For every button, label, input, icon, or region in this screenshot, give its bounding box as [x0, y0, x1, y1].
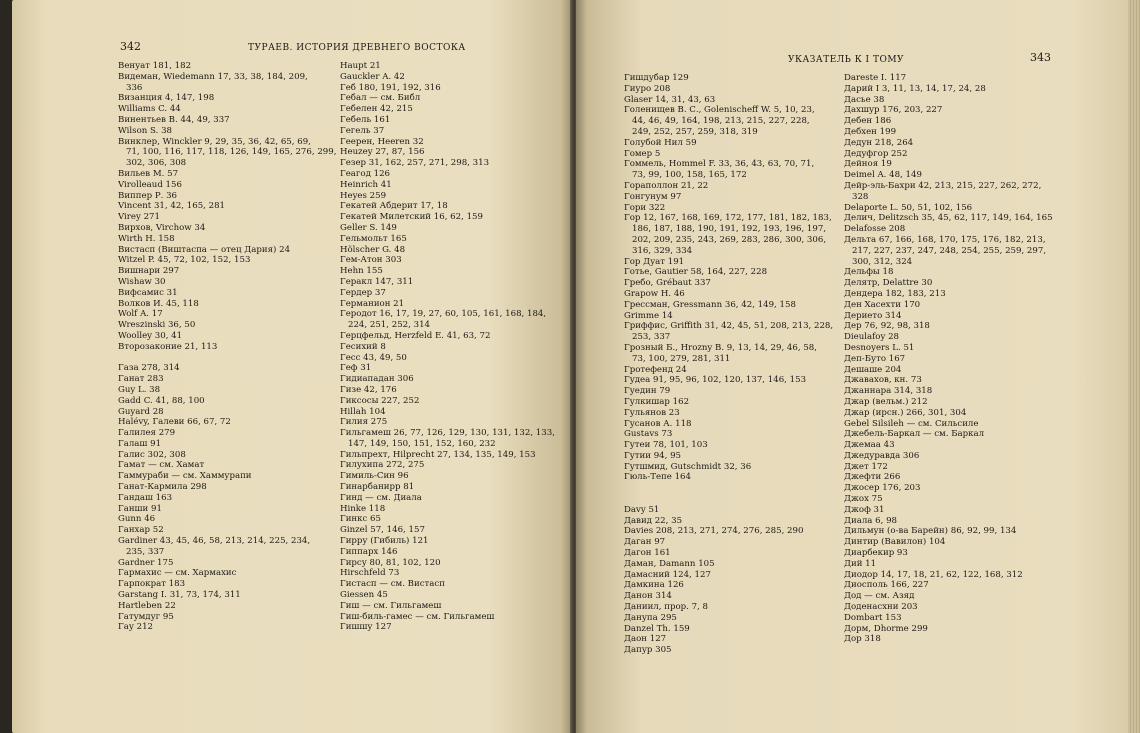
index-entry: Гомер 5 [624, 148, 661, 159]
index-entry: Гилухипа 272, 275 [340, 460, 425, 471]
index-entry: 253, 337 [632, 332, 671, 343]
index-entry: Галис 302, 308 [118, 449, 186, 460]
index-entry: Даниил, прор. 7, 8 [624, 602, 708, 613]
index-entry: Дейр-эль-Бахри 42, 213, 215, 227, 262, 272, [844, 180, 1042, 191]
index-entry: Danzel Th. 159 [624, 623, 690, 634]
index-entry: Дод — см. Азяд [844, 591, 915, 602]
right-page [576, 0, 1128, 733]
index-entry: Гюль-Тепе 164 [624, 472, 691, 483]
index-entry: Деп-Буто 167 [844, 353, 906, 364]
index-entry: Диарбекир 93 [844, 548, 908, 559]
index-entry: Williams C. 44 [118, 104, 181, 115]
index-entry: 224, 251, 252, 314 [348, 320, 431, 331]
index-entry: 316, 329, 334 [632, 245, 693, 256]
index-entry: 71, 100, 116, 117, 118, 126, 149, 165, 276, 299, [126, 147, 337, 158]
index-entry: Heuzey 27, 87, 156 [340, 147, 425, 158]
index-entry: Гонгунум 97 [624, 191, 682, 202]
index-entry: Дебхен 199 [844, 126, 897, 137]
index-entry: Даон 127 [624, 634, 667, 645]
index-entry: Гегель 37 [340, 125, 385, 136]
index-entry: 147, 149, 150, 151, 152, 160, 232 [348, 438, 496, 449]
index-entry: Вифсамис 31 [118, 287, 178, 298]
index-entry: Gustavs 73 [624, 429, 673, 440]
index-entry: Glaser 14, 31, 43, 63 [624, 94, 716, 105]
index-entry: Гаммураби — см. Хаммурапи [118, 471, 252, 482]
index-entry: Гишшу 127 [340, 622, 392, 633]
page-edges [1128, 0, 1140, 733]
index-entry: Дерието 314 [844, 310, 902, 321]
index-entry: Джох 75 [844, 494, 883, 505]
index-entry: Гулкишар 162 [624, 396, 690, 407]
index-entry: Gardiner 43, 45, 46, 58, 213, 214, 225, 234, [118, 536, 311, 547]
index-entry: Джет 172 [844, 461, 888, 472]
index-entry: Гельмольт 165 [340, 233, 407, 244]
index-entry: Газа 278, 314 [118, 363, 180, 374]
index-entry: Дедуфгор 252 [844, 148, 908, 159]
index-entry: Wreszinski 36, 50 [118, 320, 196, 331]
index-entry: Wishaw 30 [118, 276, 166, 287]
index-entry: Дамкина 126 [624, 580, 684, 591]
index-entry: Геб 180, 191, 192, 316 [340, 82, 441, 93]
index-entry: Гриффис, Griffith 31, 42, 45, 51, 208, 213, 228, [624, 321, 834, 332]
index-entry: Грозный Б., Hrozny B. 9, 13, 14, 29, 46, 58, [624, 342, 817, 353]
index-entry: Гудеа 91, 95, 96, 102, 120, 137, 146, 153 [624, 375, 807, 386]
index-entry: Дельта 67, 166, 168, 170, 175, 176, 182, 213, [844, 234, 1046, 245]
index-entry: Гекатей Милетский 16, 62, 159 [340, 212, 483, 223]
index-entry: Делятр, Delattre 30 [844, 278, 933, 289]
index-entry: Дорм, Dhorme 299 [844, 623, 928, 634]
index-entry: Delafosse 208 [844, 224, 906, 235]
index-entry: Delaporte L. 50, 51, 102, 156 [844, 202, 973, 213]
index-entry: Гирсу 80, 81, 102, 120 [340, 557, 441, 568]
index-entry: 249, 252, 257, 259, 318, 319 [632, 126, 758, 137]
index-entry: Гуедин 79 [624, 386, 671, 397]
index-entry: Гиксосы 227, 252 [340, 395, 420, 406]
index-entry: Hirschfeld 73 [340, 568, 400, 579]
index-entry: Гатумдуг 95 [118, 611, 174, 622]
index-entry: Гутеи 78, 101, 103 [624, 440, 708, 451]
index-entry: Гесс 43, 49, 50 [340, 352, 407, 363]
index-entry: Hartleben 22 [118, 600, 176, 611]
index-entry: Дамасний 124, 127 [624, 569, 711, 580]
index-entry: Диала 6, 98 [844, 515, 898, 526]
index-entry: Гинкс 65 [340, 514, 381, 525]
index-entry: Гинарбанирр 81 [340, 482, 415, 493]
index-entry: Джар (вельм.) 212 [844, 396, 928, 407]
index-entry: Геерен, Heeren 32 [340, 136, 424, 147]
index-entry: 73, 99, 100, 158, 165, 172 [632, 170, 747, 181]
running-head-right: УКАЗАТЕЛЬ К I ТОМУ [788, 55, 905, 65]
index-entry: Гебелен 42, 215 [340, 104, 413, 115]
page-number-right: 343 [1030, 51, 1051, 64]
index-entry: Гизе 42, 176 [340, 384, 397, 395]
index-entry: Гердер 37 [340, 287, 386, 298]
index-entry: Geller S. 149 [340, 222, 397, 233]
index-entry: Даман, Damann 105 [624, 558, 715, 569]
index-entry: Гоммель, Hommel F. 33, 36, 43, 63, 70, 71, [624, 159, 815, 170]
index-entry: Ганат 283 [118, 374, 164, 385]
index-entry: Гиуро 208 [624, 83, 671, 94]
index-entry: Геродот 16, 17, 19, 27, 60, 105, 161, 168, 184, [340, 309, 547, 320]
index-entry: Hölscher G. 48 [340, 244, 406, 255]
index-entry: Данон 314 [624, 591, 672, 602]
index-entry: Джар (ирсн.) 266, 301, 304 [844, 407, 967, 418]
index-entry [118, 353, 344, 364]
index-entry: Геракл 147, 311 [340, 276, 414, 287]
index-entry: Дахшур 176, 203, 227 [844, 105, 943, 116]
index-entry: Гротефенд 24 [624, 364, 687, 375]
index-entry: 44, 46, 49, 164, 198, 213, 215, 227, 228, [632, 116, 810, 127]
index-entry: 302, 306, 308 [126, 158, 187, 169]
index-entry: Дер 76, 92, 98, 318 [844, 321, 930, 332]
index-entry: Ден Хасехти 170 [844, 299, 921, 310]
index-entry: Gunn 46 [118, 514, 156, 525]
index-entry: Герцфельд, Herzfeld E. 41, 63, 72 [340, 330, 491, 341]
index-entry: Guy L. 38 [118, 384, 161, 395]
index-entry: Гори 322 [624, 202, 666, 213]
index-entry: Вильев М. 57 [118, 168, 179, 179]
index-entry: Джемаа 43 [844, 440, 895, 451]
index-entry: 186, 187, 188, 190, 191, 192, 193, 196, 197, [632, 224, 827, 235]
index-entry: Гор 12, 167, 168, 169, 172, 177, 181, 182, 183, [624, 213, 832, 224]
index-entry: Ginzel 57, 146, 157 [340, 525, 425, 536]
index-entry: Дешаше 204 [844, 364, 902, 375]
index-entry: Даган 97 [624, 537, 666, 548]
index-entry: Гимиль-Син 96 [340, 471, 409, 482]
index-entry: Woolley 30, 41 [118, 330, 183, 341]
index-entry: Wolf A. 17 [118, 309, 163, 320]
index-entry: Джаннара 314, 318 [844, 386, 933, 397]
index-entry: Grimme 14 [624, 310, 673, 321]
index-entry: Геф 31 [340, 363, 372, 374]
index-entry: Heyes 259 [340, 190, 387, 201]
index-entry: Гебель 161 [340, 114, 391, 125]
index-entry: Голенищев В. С., Golenischeff W. 5, 10, 23, [624, 105, 815, 116]
index-entry: Джосер 176, 203 [844, 483, 921, 494]
index-entry: Гебал — см. Библ [340, 93, 421, 104]
index-entry: Ганхар 52 [118, 525, 164, 536]
index-entry: Гребо, Grébaut 337 [624, 278, 711, 289]
index-column-right-2 [844, 73, 1070, 645]
index-entry: Джедуравда 306 [844, 450, 920, 461]
index-entry: Виппер Р. 36 [118, 190, 177, 201]
index-entry: Видеман, Wiedemann 17, 33, 38, 184, 209, [118, 71, 308, 82]
index-entry: Giessen 45 [340, 590, 388, 601]
index-entry: Гинд — см. Диала [340, 492, 422, 503]
index-entry: Галилея 279 [118, 428, 176, 439]
running-head-left: ТУРАЕВ. ИСТОРИЯ ДРЕВНЕГО ВОСТОКА [248, 43, 466, 53]
index-entry: Gebel Silsileh — см. Сильсиле [844, 418, 979, 429]
index-entry: Джебель-Баркал — см. Баркал [844, 429, 985, 440]
index-entry: Дий 11 [844, 558, 877, 569]
index-entry: Dombart 153 [844, 612, 902, 623]
index-entry: Гораполлон 21, 22 [624, 180, 709, 191]
index-entry: Гусанов А. 118 [624, 418, 692, 429]
index-entry: Witzel P. 45, 72, 102, 152, 153 [118, 255, 251, 266]
index-entry: Галаш 91 [118, 438, 162, 449]
index-entry: 300, 312, 324 [852, 256, 913, 267]
index-entry [624, 483, 854, 494]
index-entry: Haupt 21 [340, 61, 381, 71]
index-entry: Джавахов, кн. 73 [844, 375, 922, 386]
index-entry: Винклер, Winckler 9, 29, 35, 36, 42, 65, 69, [118, 136, 311, 147]
index-entry: Диодор 14, 17, 18, 21, 62, 122, 168, 312 [844, 569, 1023, 580]
index-entry: 328 [852, 191, 869, 202]
index-entry: Динтир (Вавилон) 104 [844, 537, 946, 548]
index-entry: Гульянов 23 [624, 407, 680, 418]
index-entry: Винентьев В. 44, 49, 337 [118, 114, 230, 125]
index-entry: Визанция 4, 147, 198 [118, 93, 215, 104]
index-entry: Гармахис — см. Хармахис [118, 568, 237, 579]
index-entry: Gardner 175 [118, 557, 174, 568]
index-entry: Дильмун (о-ва Барейн) 86, 92, 99, 134 [844, 526, 1017, 537]
index-entry: Гиппарх 146 [340, 546, 398, 557]
page-number-left: 342 [120, 40, 141, 53]
index-entry: Ганат-Кармила 298 [118, 482, 207, 493]
index-entry: Венуат 181, 182 [118, 61, 192, 71]
index-entry: Вистасп (Виштаспа — отец Дария) 24 [118, 244, 291, 255]
index-entry: Гутии 94, 95 [624, 450, 682, 461]
index-entry: Гирру (Гибиль) 121 [340, 536, 429, 547]
index-entry: Дедун 218, 264 [844, 137, 914, 148]
index-entry: Гиш — см. Гильгамеш [340, 600, 442, 611]
index-entry: Гидиападан 306 [340, 374, 414, 385]
index-entry: Hillah 104 [340, 406, 386, 417]
index-entry: Virey 271 [118, 212, 160, 223]
index-entry: Гутшмид, Gutschmidt 32, 36 [624, 461, 752, 472]
index-entry: Гесихий 8 [340, 341, 386, 352]
index-entry: Wilson S. 38 [118, 125, 173, 136]
index-entry: Davy 51 [624, 504, 660, 515]
index-entry: Gauckler A. 42 [340, 71, 405, 82]
index-column-left-2 [340, 61, 568, 633]
index-entry: Дейноя 19 [844, 159, 892, 170]
index-entry: Гекатей Абдерит 17, 18 [340, 201, 448, 212]
index-entry: Guyard 28 [118, 406, 164, 417]
index-entry: Второзаконие 21, 113 [118, 341, 218, 352]
index-entry [624, 494, 854, 505]
index-entry: Дасье 38 [844, 94, 885, 105]
index-entry: Гилия 275 [340, 417, 388, 428]
index-entry: Дарий I 3, 11, 13, 14, 17, 24, 28 [844, 83, 986, 94]
index-entry: Гистасп — см. Вистасп [340, 579, 445, 590]
index-entry: Grapow H. 46 [624, 288, 685, 299]
index-entry: Геагод 126 [340, 168, 391, 179]
index-entry: Garstang I. 31, 73, 174, 311 [118, 590, 241, 601]
index-entry: Deimel A. 48, 149 [844, 170, 922, 181]
index-entry: Джоф 31 [844, 504, 885, 515]
index-entry: Вишнари 297 [118, 266, 180, 277]
index-entry: Джефти 266 [844, 472, 901, 483]
index-entry: Гильгамеш 26, 77, 126, 129, 130, 131, 132, 133, [340, 428, 555, 439]
index-entry: Desnoyers L. 51 [844, 342, 915, 353]
index-entry: Гиш-биль-гамес — см. Гильгамеш [340, 611, 495, 622]
index-entry: Hehn 155 [340, 266, 383, 277]
index-entry: Готье, Gautier 58, 164, 227, 228 [624, 267, 768, 278]
index-entry: Гезер 31, 162, 257, 271, 298, 313 [340, 158, 490, 169]
index-entry: Heinrich 41 [340, 179, 392, 190]
index-entry: Вирхов, Virchow 34 [118, 222, 206, 233]
index-entry: Дендера 182, 183, 213 [844, 288, 946, 299]
index-entry: Делич, Delitzsch 35, 45, 62, 117, 149, 164, 165 [844, 213, 1053, 224]
index-entry: Ганши 91 [118, 503, 162, 514]
index-entry: Гор Дуат 191 [624, 256, 685, 267]
index-entry: Гильпрехт, Hilprecht 27, 134, 135, 149, 153 [340, 449, 536, 460]
index-entry: Dieulafoy 28 [844, 332, 900, 343]
index-entry: Германион 21 [340, 298, 405, 309]
index-entry: Гем-Атон 303 [340, 255, 402, 266]
index-entry: Дебен 186 [844, 116, 892, 127]
index-entry: Доденасхни 203 [844, 602, 918, 613]
index-entry: 235, 337 [126, 546, 165, 557]
index-entry: Vincent 31, 42, 165, 281 [118, 201, 226, 212]
left-page [12, 0, 572, 733]
index-entry: Гандаш 163 [118, 492, 173, 503]
index-entry: Гау 212 [118, 622, 154, 633]
index-entry: Дор 318 [844, 634, 881, 645]
index-entry: Гишдубар 129 [624, 73, 689, 83]
index-column-left-1 [118, 61, 344, 633]
index-column-right-1 [624, 73, 854, 656]
index-entry: Дапур 305 [624, 645, 672, 656]
index-entry: 217, 227, 237, 247, 248, 254, 255, 259, 297, [852, 245, 1047, 256]
index-entry: Дельфы 18 [844, 267, 894, 278]
index-entry: 202, 209, 235, 243, 269, 283, 286, 300, 306, [632, 234, 827, 245]
index-entry: Гамат — см. Хамат [118, 460, 205, 471]
index-entry: Дагон 161 [624, 548, 671, 559]
index-entry: Давид 22, 35 [624, 515, 683, 526]
index-entry: Гарпократ 183 [118, 579, 186, 590]
index-entry: Halévy, Галеви 66, 67, 72 [118, 417, 231, 428]
index-entry: Диосполь 166, 227 [844, 580, 929, 591]
index-entry: Wirth H. 158 [118, 233, 175, 244]
index-entry: Данупа 295 [624, 612, 677, 623]
index-entry: Волков И. 45, 118 [118, 298, 199, 309]
index-entry: 73, 100, 279, 281, 311 [632, 353, 731, 364]
index-entry: 336 [126, 82, 143, 93]
index-entry: Gadd C. 41, 88, 100 [118, 395, 205, 406]
index-entry: Hinke 118 [340, 503, 386, 514]
index-entry: Virolleaud 156 [118, 179, 182, 190]
index-entry: Голубой Нил 59 [624, 137, 697, 148]
index-entry: Davies 208, 213, 271, 274, 276, 285, 290 [624, 526, 804, 537]
index-entry: Грессман, Gressmann 36, 42, 149, 158 [624, 299, 796, 310]
index-entry: Dareste I. 117 [844, 73, 907, 83]
